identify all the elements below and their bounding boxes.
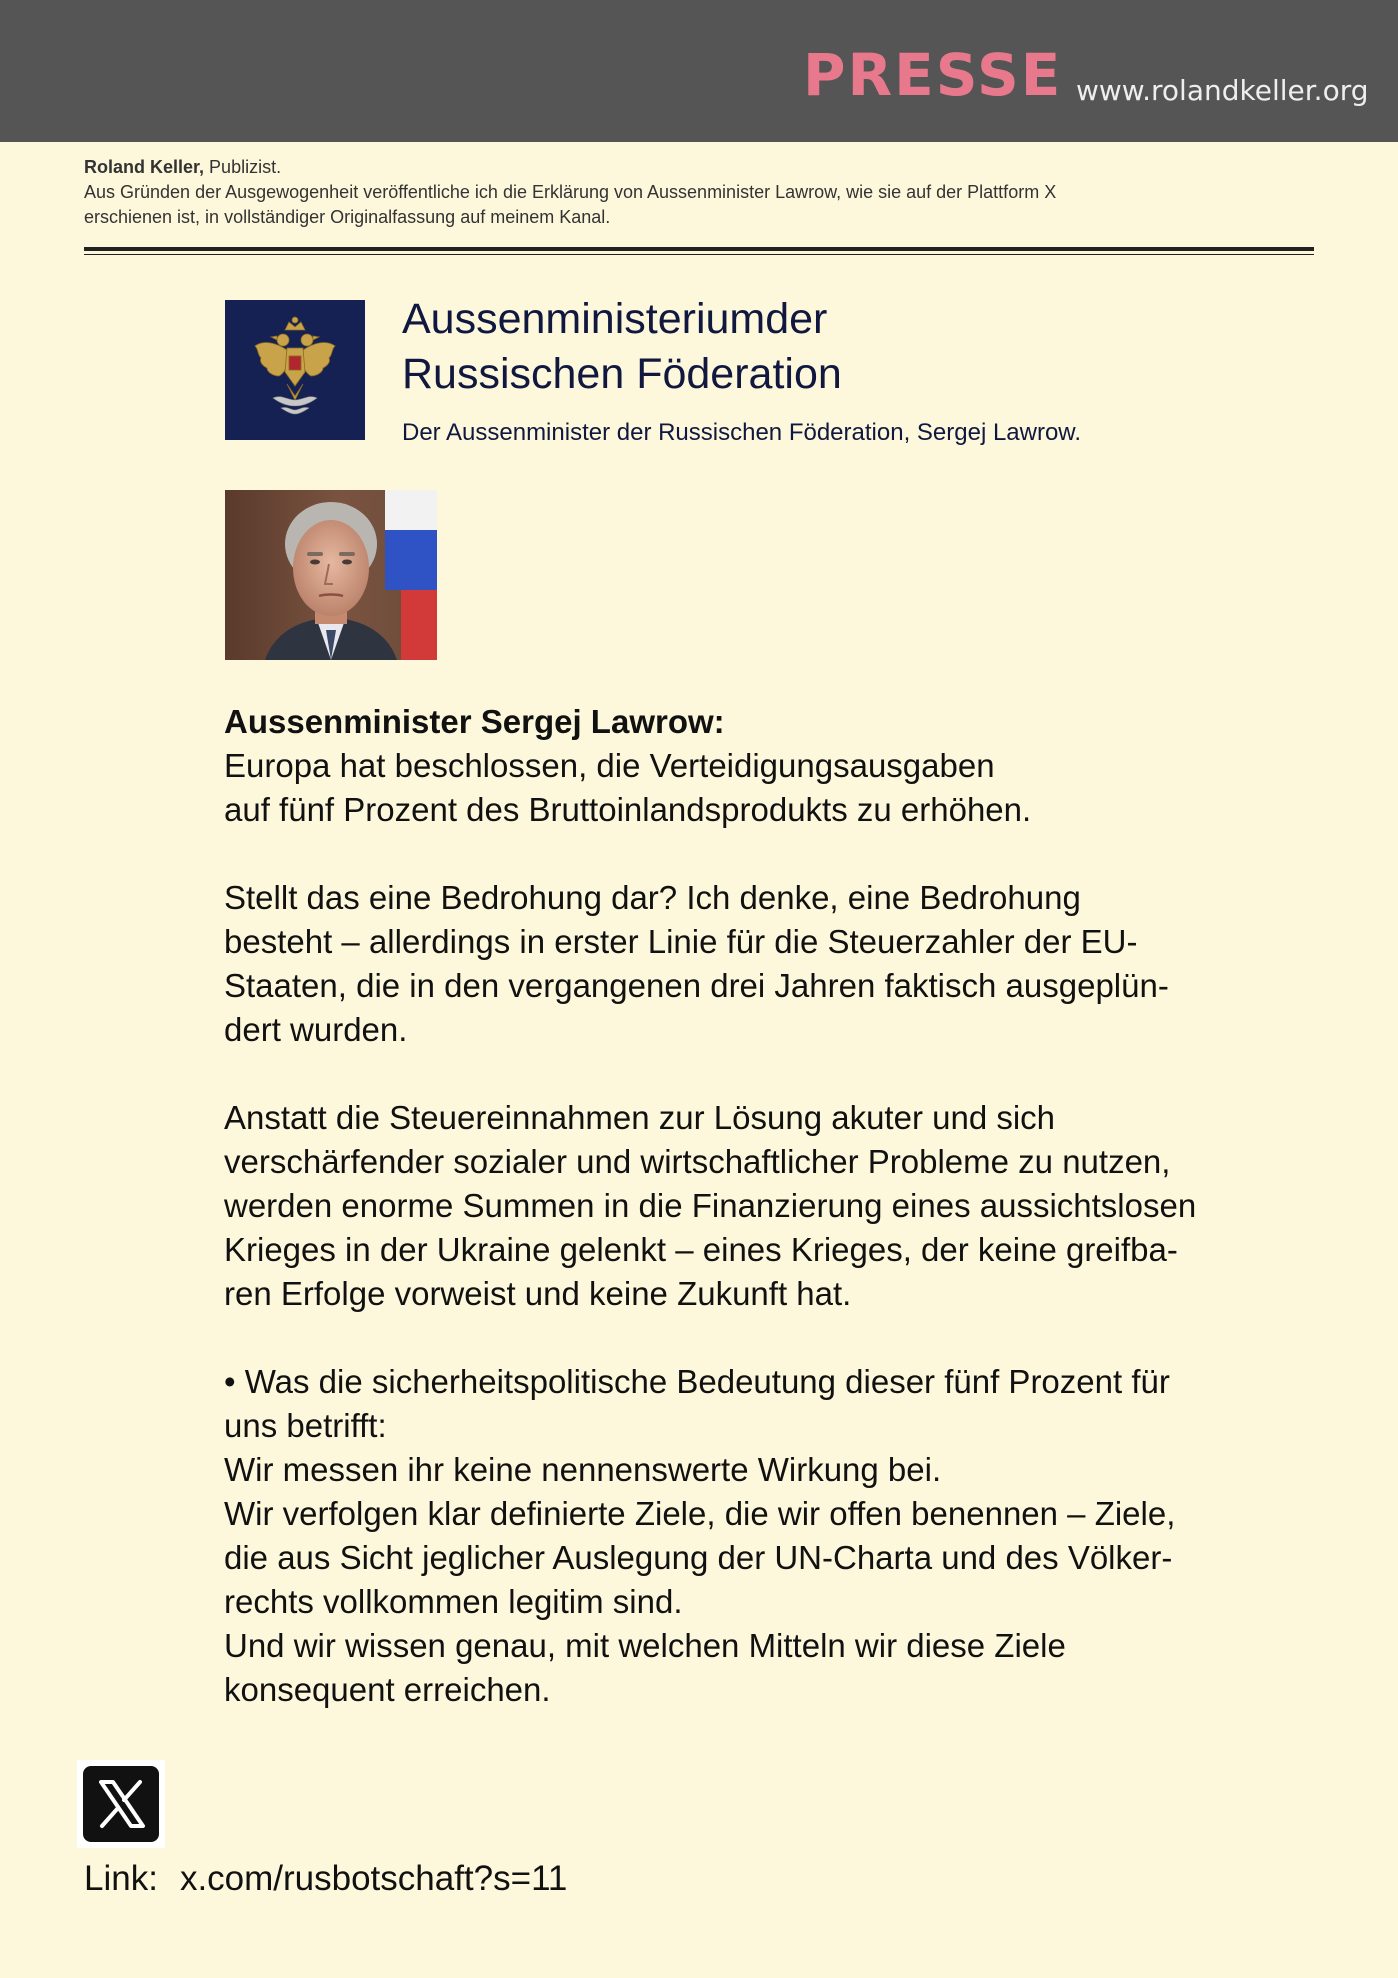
paragraph-3-line: werden enorme Summen in die Finanzierung eines aussichtslosen — [224, 1187, 1197, 1224]
ministry-subtitle: Der Aussenminister der Russischen Föderation, Sergej Lawrow. — [402, 419, 1081, 446]
paragraph-3-line: verschärfender sozialer und wirtschaftlicher Probleme zu nutzen, — [224, 1143, 1171, 1180]
divider-thin — [84, 254, 1314, 255]
ministry-title-line-2: Russischen Föderation — [402, 350, 842, 398]
paragraph-1-line: auf fünf Prozent des Bruttoinlandsprodukts zu erhöhen. — [224, 791, 1032, 828]
header-bar — [0, 0, 1398, 142]
speaker-heading: Aussenminister Sergej Lawrow: — [224, 703, 725, 740]
paragraph-4-line: uns betrifft: — [224, 1407, 387, 1444]
author-name: Roland Keller, — [84, 157, 205, 177]
author-role: Publizist. — [204, 157, 282, 177]
statement-body — [224, 700, 1344, 1712]
paragraph-4-line: • Was die sicherheitspolitische Bedeutung dieser fünf Prozent für — [224, 1363, 1170, 1400]
intro-note — [84, 155, 1314, 230]
paragraph-4-line: Und wir wissen genau, mit welchen Mitteln wir diese Ziele — [224, 1627, 1066, 1664]
ministry-title-line-1: Aussenministeriumder — [402, 295, 828, 343]
intro-line-1: Aus Gründen der Ausgewogenheit veröffentliche ich die Erklärung von Aussenminister Lawrow, wie sie auf der Plattform X — [84, 182, 1057, 202]
paragraph-2-line: besteht – allerdings in erster Linie für die Steuerzahler der EU- — [224, 923, 1138, 960]
double-headed-eagle-icon — [225, 300, 365, 440]
paragraph-4-line: Wir messen ihr keine nennenswerte Wirkung bei. — [224, 1451, 942, 1488]
link-label: Link: — [84, 1859, 158, 1898]
paragraph-4-line: konsequent erreichen. — [224, 1671, 551, 1708]
presse-label: PRESSE — [803, 41, 1063, 109]
x-logo-icon[interactable] — [77, 1760, 165, 1848]
paragraph-4-line: Wir verfolgen klar definierte Ziele, die wir offen benennen – Ziele, — [224, 1495, 1176, 1532]
paragraph-2-line: Staaten, die in den vergangenen drei Jahren faktisch ausgeplün- — [224, 967, 1169, 1004]
paragraph-4-line: rechts vollkommen legitim sind. — [224, 1583, 683, 1620]
link-url[interactable]: x.com/rusbotschaft?s=11 — [179, 1859, 568, 1898]
paragraph-2-line: Stellt das eine Bedrohung dar? Ich denke, eine Bedrohung — [224, 879, 1081, 916]
ministry-title — [402, 292, 842, 402]
paragraph-4-line: die aus Sicht jeglicher Auslegung der UN-Charta und des Völker- — [224, 1539, 1173, 1576]
website-link[interactable]: www.rolandkeller.org — [1076, 74, 1369, 107]
divider-thick — [84, 247, 1314, 251]
paragraph-3-line: ren Erfolge vorweist und keine Zukunft hat. — [224, 1275, 852, 1312]
paragraph-2-line: dert wurden. — [224, 1011, 408, 1048]
portrait-photo — [225, 490, 437, 660]
paragraph-3-line: Krieges in der Ukraine gelenkt – eines Krieges, der keine greifba- — [224, 1231, 1178, 1268]
paragraph-3-line: Anstatt die Steuereinnahmen zur Lösung akuter und sich — [224, 1099, 1056, 1136]
intro-line-2: erschienen ist, in vollständiger Originalfassung auf meinem Kanal. — [84, 207, 611, 227]
source-link — [84, 1857, 567, 1901]
paragraph-1-line: Europa hat beschlossen, die Verteidigungsausgaben — [224, 747, 995, 784]
